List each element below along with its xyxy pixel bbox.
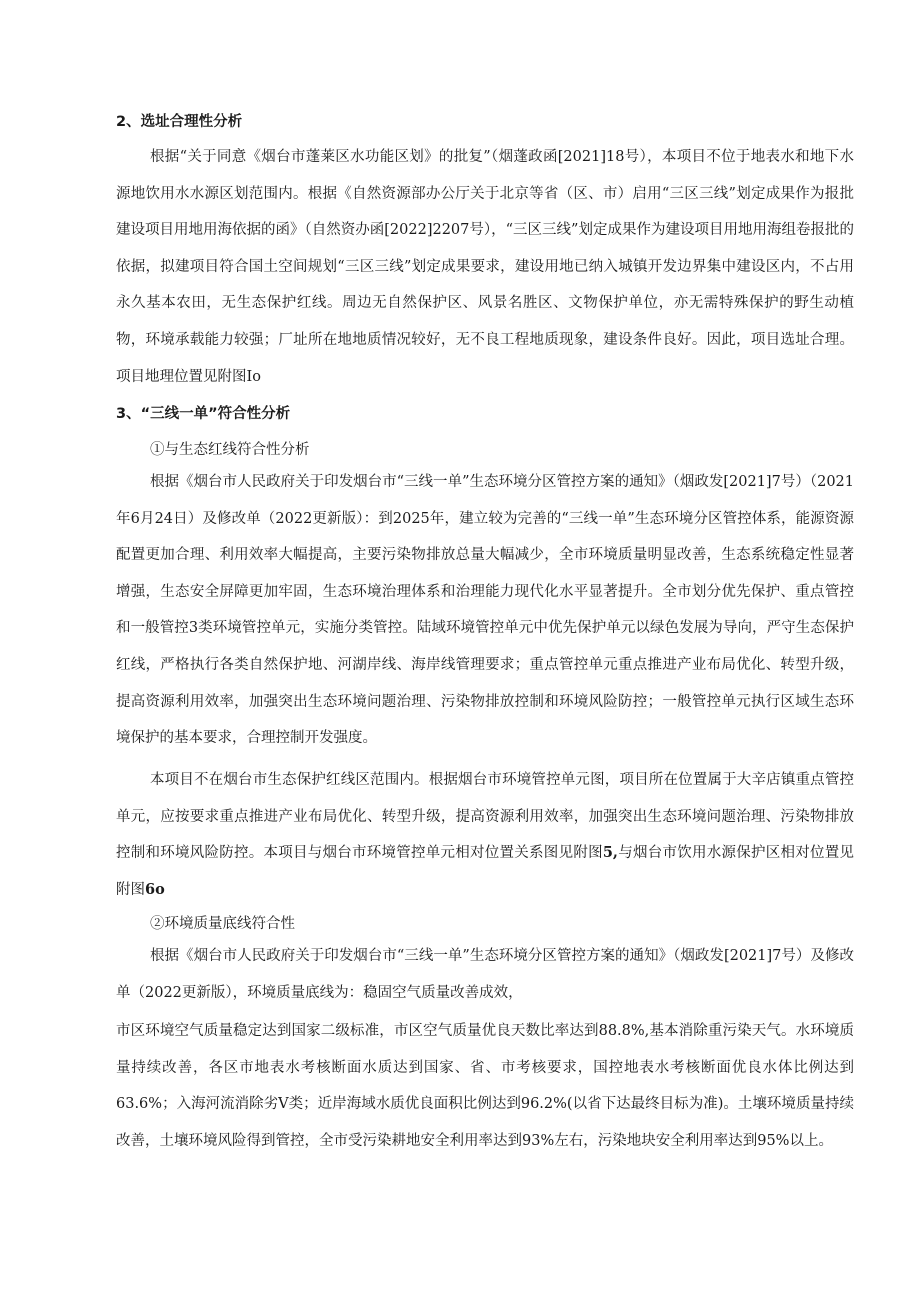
project-location-text-a: 本项目不在烟台市生态保护红线区范围内。根据烟台市环境管控单元图，项目所在位置属于大辛店镇重点管控单元，应按要求重点推进产业布局优化、转型升级，提高资源利用效率，加强突出生态环境问题治理、污染物排放控制和环境风险防控。本项目与烟台市环境管控单元相对位置关系图见附图 [116,772,854,862]
subsection-env-quality-title: ②环境质量底线符合性 [150,916,295,932]
env-quality-paragraph: 根据《烟台市人民政府关于印发烟台市“三线一单”生态环境分区管控方案的通知》（烟政发[2021]7号）及修改单（2022更新版），环境质量底线为：稳固空气质量改善成效， [116,948,854,1001]
figure-6-ref: 6o [145,880,165,898]
subsection-ecological-redline-title: ①与生态红线符合性分析 [150,442,310,458]
section-3-heading: 3、“三线一单”符合性分析 [116,406,291,422]
env-quality-targets-paragraph: 市区环境空气质量稳定达到国家二级标准，市区空气质量优良天数比率达到88.8%,基本消除重污染天气。水环境质量持续改善，各区市地表水考核断面水质达到国家、省、市考核要求，国控地表水考核断面优良水体比例达到63.6%；入海河流消除劣V类；近岸海域水质优良面积比例达到96.2%(以省下达最终目标为准)。土壤环境质量持续改善，土壤环境风险得到管控，全市受污染耕地安全利用率达到93%左右，污染地块安全利用率达到95%以上。 [116,1023,854,1149]
project-location-paragraph [116,762,854,908]
section-2-paragraph: 根据“关于同意《烟台市蓬莱区水功能区划》的批复”（烟蓬政函[2021]18号），本项目不位于地表水和地下水源地饮用水水源区划范围内。根据《自然资源部办公厅关于北京等省（区、市）启用“三区三线”划定成果作为报批建设项目用地用海依据的函》（自然资办函[2022]2207号），“三区三线”划定成果作为建设项目用地用海组卷报批的依据，拟建项目符合国土空间规划“三区三线”划定成果要求，建设用地已纳入城镇开发边界集中建设区内，不占用永久基本农田，无生态保护红线。周边无自然保护区、风景名胜区、文物保护单位，亦无需特殊保护的野生动植物，环境承载能力较强；厂址所在地地质情况较好，无不良工程地质现象，建设条件良好。因此，项目选址合理。项目地理位置见附图Io [116,149,854,385]
figure-5-ref: 5, [602,844,618,862]
section-2-heading: 2、选址合理性分析 [116,114,243,130]
project-location-text-c: 与烟台市饮用水源保护区相对位置见附图 [116,845,855,898]
ecological-redline-paragraph: 根据《烟台市人民政府关于印发烟台市“三线一单”生态环境分区管控方案的通知》（烟政发[2021]7号）（2021年6月24日）及修改单（2022更新版）：到2025年，建立较为完善的“三线一单”生态环境分区管控体系，能源资源配置更加合理、利用效率大幅提高，主要污染物排放总量大幅减少，全市环境质量明显改善，生态系统稳定性显著增强，生态安全屏障更加牢固，生态环境治理体系和治理能力现代化水平显著提升。全市划分优先保护、重点管控和一般管控3类环境管控单元，实施分类管控。陆域环境管控单元中优先保护单元以绿色发展为导向，严守生态保护红线，严格执行各类自然保护地、河湖岸线、海岸线管理要求；重点管控单元重点推进产业布局优化、转型升级，提高资源利用效率，加强突出生态环境问题治理、污染物排放控制和环境风险防控；一般管控单元执行区域生态环境保护的基本要求，合理控制开发强度。 [116,474,854,747]
